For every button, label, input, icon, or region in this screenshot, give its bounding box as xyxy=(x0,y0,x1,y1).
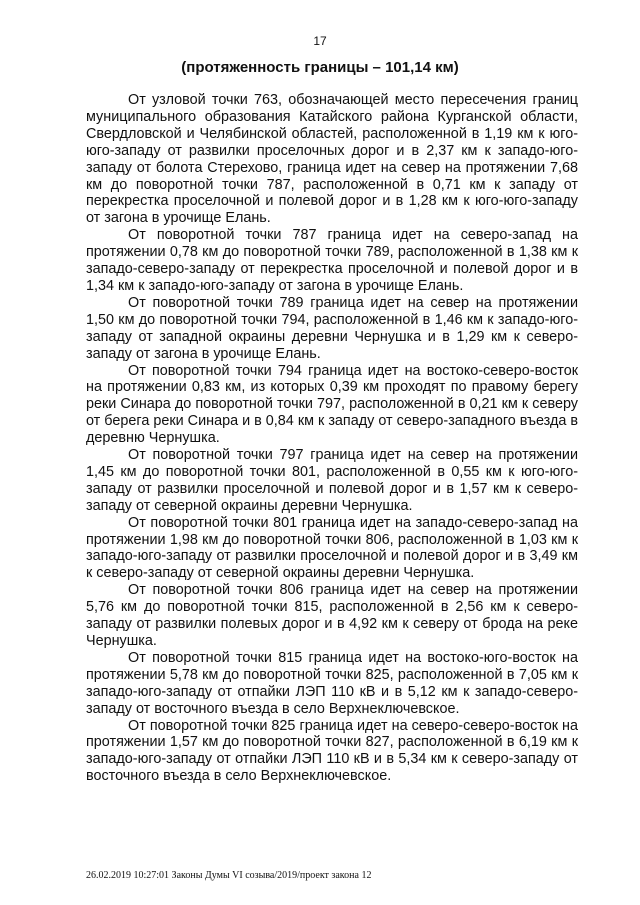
document-footer: 26.02.2019 10:27:01 Законы Думы VI созыва/2019/проект закона 12 xyxy=(86,870,372,881)
document-body xyxy=(86,92,578,785)
paragraph-9: От поворотной точки 825 граница идет на северо-северо-восток на протяжении 1,57 км до поворотной точки 827, расположенной в 6,19 км к западо-юго-западу от отпайки ЛЭП 110 кВ и в 5,34 км к северо-западу от восточного въезда в село Верхнеключевское. xyxy=(86,717,578,785)
paragraph-6: От поворотной точки 801 граница идет на западо-северо-запад на протяжении 1,98 км до поворотной точки 806, расположенной в 1,03 км к западо-юго-западу от развилки проселочной и полевой дорог и в 3,49 км к северо-западу от северной окраины деревни Чернушка. xyxy=(86,514,578,582)
paragraph-2: От поворотной точки 787 граница идет на северо-запад на протяжении 0,78 км до поворотной точки 789, расположенной в 1,38 км к западо-северо-западу от перекрестка проселочной и полевой дорог и в 1,34 км к западо-юго-западу от загона в урочище Елань. xyxy=(86,227,578,294)
paragraph-4: От поворотной точки 794 граница идет на востоко-северо-восток на протяжении 0,83 км, из которых 0,39 км проходят по правому берегу реки Синара до поворотной точки 797, расположенной в 0,21 км к северу от берега реки Синара и в 0,84 км к западу от северо-западного въезда в деревню Чернушка. xyxy=(86,362,578,447)
paragraph-3: От поворотной точки 789 граница идет на север на протяжении 1,50 км до поворотной точки 794, расположенной в 1,46 км к западо-юго-западу от западной окраины деревни Чернушка и в 1,29 км к северо-западу от загона в урочище Елань. xyxy=(86,294,578,362)
paragraph-1: От узловой точки 763, обозначающей место пересечения границ муниципального образования Катайского района Курганской области, Свердловской и Челябинской областей, расположенной в 1,19 км к юго-юго-западу от развилки проселочных дорог и в 2,37 км к западо-юго-западу от болота Стерехово, граница идет на север на протяжении 7,68 км до поворотной точки 787, расположенной в 0,71 км к западу от перекрестка проселочной и полевой дорог и в 1,28 км к юго-юго-западу от загона в урочище Елань. xyxy=(86,92,578,227)
paragraph-5: От поворотной точки 797 граница идет на север на протяжении 1,45 км до поворотной точки 801, расположенной в 0,55 км к юго-юго-западу от развилки проселочной и полевой дорог и в 1,57 км к северо-западу от северной окраины деревни Чернушка. xyxy=(86,447,578,514)
paragraph-8: От поворотной точки 815 граница идет на востоко-юго-восток на протяжении 5,78 км до поворотной точки 825, расположенной в 7,05 км к западо-юго-западу от отпайки ЛЭП 110 кВ и в 5,12 км к западо-северо-западу от восточного въезда в село Верхнеключевское. xyxy=(86,649,578,717)
section-heading: (протяженность границы – 101,14 км) xyxy=(181,59,459,76)
page-number: 17 xyxy=(313,34,327,48)
paragraph-7: От поворотной точки 806 граница идет на север на протяжении 5,76 км до поворотной точки 815, расположенной в 2,56 км к северо-западу от развилки полевых дорог и в 4,92 км к северу от брода на реке Чернушка. xyxy=(86,582,578,649)
